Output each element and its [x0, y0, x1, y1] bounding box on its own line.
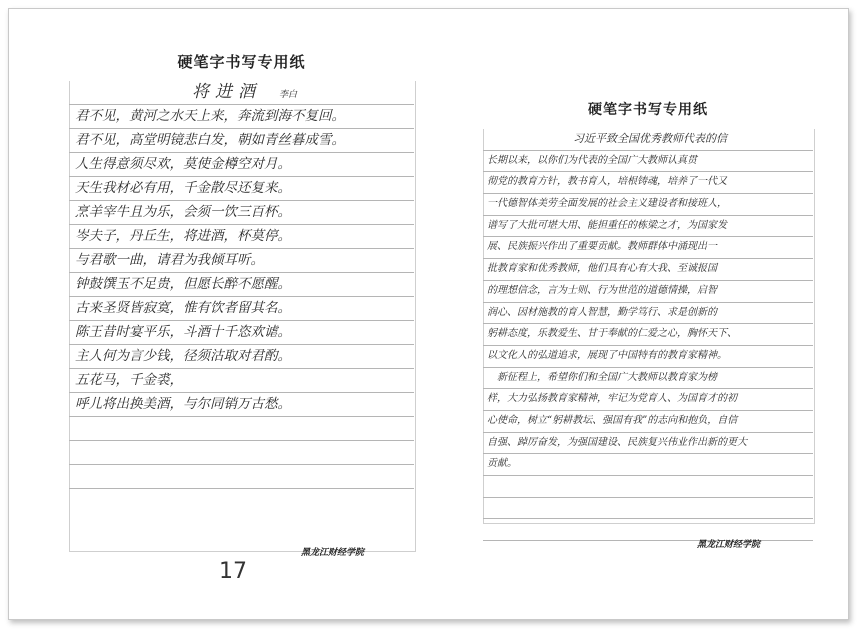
poem-title: 将进酒: [191, 82, 261, 102]
poem-line: 陈王昔时宴平乐，斗酒十千恣欢谑。: [69, 321, 414, 345]
left-practice-sheet: [69, 39, 414, 609]
blank-line: [69, 441, 414, 465]
scan-frame: [8, 8, 849, 620]
letter-line: 贡献。: [483, 454, 813, 476]
blank-line: [69, 465, 414, 489]
page-number: 17: [219, 559, 247, 584]
poem-line: 天生我材必有用，千金散尽还复来。: [69, 177, 414, 201]
poem-title-line: [69, 81, 414, 105]
blank-line: [483, 498, 813, 520]
blank-line: [69, 417, 414, 441]
right-publisher: 黑龙江财经学院: [697, 540, 761, 550]
poem-line: 君不见，黄河之水天上来，奔流到海不复回。: [69, 105, 414, 129]
poem-line: 人生得意须尽欢，莫使金樽空对月。: [69, 153, 414, 177]
right-ruled-lines: [483, 129, 813, 541]
right-practice-sheet: [483, 89, 813, 569]
letter-title: 习近平致全国优秀教师代表的信: [483, 129, 813, 151]
letter-line: 谱写了大批可堪大用、能担重任的栋梁之才，为国家发: [483, 216, 813, 238]
left-ruled-lines: [69, 81, 414, 489]
poem-line: 与君歌一曲，请君为我倾耳听。: [69, 249, 414, 273]
letter-line: 展、民族振兴作出了重要贡献。教师群体中涌现出一: [483, 237, 813, 259]
poem-line: 古来圣贤皆寂寞，惟有饮者留其名。: [69, 297, 414, 321]
poem-author: 李白: [278, 90, 297, 100]
poem-line: 主人何为言少钱，径须沽取对君酌。: [69, 345, 414, 369]
poem-line: 五花马，千金裘，: [69, 369, 414, 393]
letter-line: 润心、因材施教的育人智慧，勤学笃行、求是创新的: [483, 303, 813, 325]
letter-line: 彻党的教育方针，教书育人，培根铸魂，培养了一代又: [483, 172, 813, 194]
letter-line: 自强、踔厉奋发，为强国建设、民族复兴伟业作出新的更大: [483, 433, 813, 455]
letter-line: 样，大力弘扬教育家精神，牢记为党育人、为国育才的初: [483, 389, 813, 411]
left-publisher: 黑龙江财经学院: [301, 548, 365, 558]
blank-line: [483, 476, 813, 498]
letter-line: 的理想信念，言为士则、行为世范的道德情操，启智: [483, 281, 813, 303]
left-sheet-header: 硬笔字书写专用纸: [177, 53, 306, 71]
poem-line: 君不见，高堂明镜悲白发，朝如青丝暮成雪。: [69, 129, 414, 153]
right-sheet-header: 硬笔字书写专用纸: [588, 102, 708, 118]
poem-line: 呼儿将出换美酒，与尔同销万古愁。: [69, 393, 414, 417]
letter-line: 以文化人的弘道追求，展现了中国特有的教育家精神。: [483, 346, 813, 368]
letter-line: 批教育家和优秀教师，他们具有心有大我、至诚报国: [483, 259, 813, 281]
letter-line: 躬耕态度，乐教爱生、甘于奉献的仁爱之心，胸怀天下、: [483, 324, 813, 346]
poem-line: 钟鼓馔玉不足贵，但愿长醉不愿醒。: [69, 273, 414, 297]
letter-line: 新征程上，希望你们和全国广大教师以教育家为榜: [483, 368, 813, 390]
letter-line: 一代德智体美劳全面发展的社会主义建设者和接班人，: [483, 194, 813, 216]
letter-line: 心使命，树立“躬耕教坛、强国有我”的志向和抱负，自信: [483, 411, 813, 433]
blank-line: [483, 519, 813, 541]
poem-line: 烹羊宰牛且为乐，会须一饮三百杯。: [69, 201, 414, 225]
letter-line: 长期以来，以你们为代表的全国广大教师认真贯: [483, 151, 813, 173]
poem-line: 岑夫子，丹丘生，将进酒，杯莫停。: [69, 225, 414, 249]
